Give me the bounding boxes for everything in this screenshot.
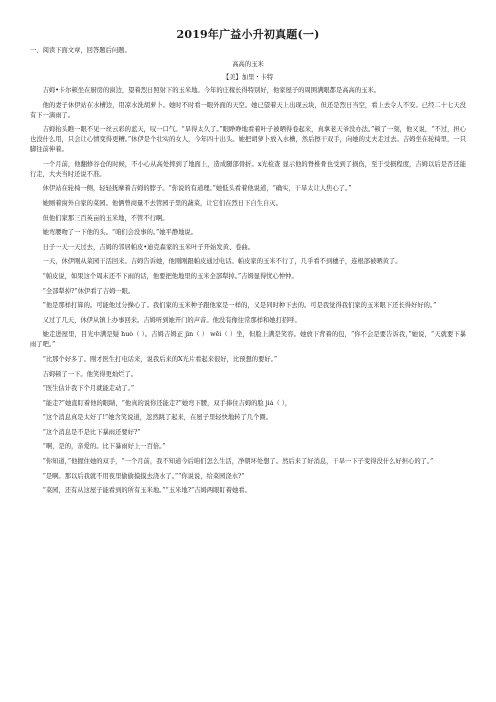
paragraph: 她弯腰吻了一下他的头。“咱们会没事的。”她平静地说。: [42, 229, 198, 237]
paragraph: “帕皮说，如果这个周末还不下雨的话，他要把他地里的玉米全部犁掉。”吉姆显得忧心忡忡。: [42, 272, 298, 280]
paragraph: 吉姆顿了一下。他笑得更灿烂了。: [42, 370, 138, 378]
paragraph: 又过了几天，休伊从镇上办事回来。吉姆听到她开门的声音。他没有像往常那样和她打招呼。: [42, 316, 301, 324]
paragraph: “医生估计我下个月就能走动了。”: [42, 385, 135, 393]
paragraph: “比那个好多了。刚才医生打电话来，说我后来的X光片看起来很好，比预想的要好。”: [42, 355, 278, 363]
document-title: 2019年广益小升初真题(一): [176, 28, 320, 41]
paragraph: 日子一天一天过去，吉姆的邻居帕皮•迪克森家的玉米叶子开始发黄、卷曲。: [42, 243, 255, 251]
paragraph: “他是那样打算的。可能他过分操心了。我们家的玉米种子跟他家是一样的，又是同时种下去的。可是我觉得我们家的玉米眼下还长得好好的。”: [42, 302, 437, 310]
section-heading: 一、阅读下面文章，回答题后问题。: [30, 47, 131, 54]
paragraph: “菜园，还有从这屋子能看到的所有玉米地。”“玉米地?”吉姆两眼盯着她看。: [42, 487, 251, 495]
paragraph: 休伊站在轮椅一侧，轻轻抚摩着吉姆的脖子。“你说的有道理。”她低头看着他说道，“确实，干旱太让人焦心了。”: [42, 185, 352, 193]
article-title: 高高的玉米: [232, 61, 264, 68]
paragraph: 她走进屋里，目光中满是疑 huò（ ）。吉姆吉姆正 jìn（ ） wēi（ ）坐，但脸上满是笑容。她放下背着的包，“你不会是要告诉我，”她说，“天就要下暴雨了吧。”: [30, 331, 466, 349]
paragraph: 她厕着窗外自家的菜园。他俩曾商量不去管园子里的蔬菜，让它们在烈日下自生自灭。: [42, 199, 282, 207]
article-author: 【美】加里・卡特: [222, 74, 274, 81]
paragraph: “这个消息是不是比下暴雨还要好?”: [42, 428, 141, 436]
paragraph: 但他们家那三百英亩的玉米地，不管不行啊。: [42, 214, 169, 222]
article-body: [30, 86, 466, 496]
paragraph: 一天，休伊刚从菜园干活回来。吉姆告诉她，他刚刚跟帕皮通过电话。帕皮家的玉米不行了，几乎看不到穗子，连根部被晒黄了。: [42, 258, 402, 266]
paragraph: 吉姆•卡尔顿坐在厨房的窗边，望着烈日照射下的玉米地。今年的庄稼长得特别好，他家屋子的周围满眼都是高高的玉米。: [42, 87, 381, 94]
paragraph: “啊，是的，亲爱的。比下暴雨好上一百倍。”: [42, 443, 166, 451]
paragraph: 吉姆抬头瞧一眼不见一丝云彩的蓝天，叹一口气。“旱得太久了。”眼睁睁地看着叶子被晒得卷起来，真拿老天爷没办法。”顿了一刻，他又说，“不过，担心也没什么用，只会让心情变得更糟。”休伊是个壮实的女人，今年四十出头。她把胡萝卜放入水槽，然后擦干双手，向她的丈夫走过去。吉姆坐在轮椅里，一只脚往前伸着。: [30, 126, 466, 154]
paragraph: 一个月前，他翻修谷仓的时候，不小心从高处摔到了地面上，造成腿部骨折。x光检查 显示他的脊椎骨也受到了损伤，至于受损程度，吉姆以后是否还能行走，大夫当时还说不准。: [30, 160, 466, 178]
paragraph: “全部犁掉?”休伊看了吉姆一眼。: [42, 287, 135, 295]
paragraph: “你知道，”他握住她的双手，“一个月前，我不知道今后咱们怎么生活，净朝坏处想了。然后来了好消息，干旱一下子变得没什么好担心的了。”: [42, 458, 434, 466]
paragraph: “这个消息真是太好了!”她含笑说道，忽然跳了起来，在屋子里轻快地转了几个圈。: [42, 414, 272, 422]
paragraph: 他的妻子休伊站在水槽边，用凉水洗胡萝卜。她时不时看一眼外面的天空。她已望着天上出现云块，但还是烈日当空，看上去令人不安。已经二十七天没有下一滴雨了。: [30, 101, 466, 119]
paragraph: “是啊。那以后我就不用夜里偷偷摸摸去浇水了。”“你说说，给菜园浇水?”: [42, 472, 245, 480]
paragraph: “能走?”她直盯着他的眼睛，“他真的说你还能走?”她弯下腰，双手捧住吉姆的脸 jiá（ ），: [42, 399, 292, 407]
